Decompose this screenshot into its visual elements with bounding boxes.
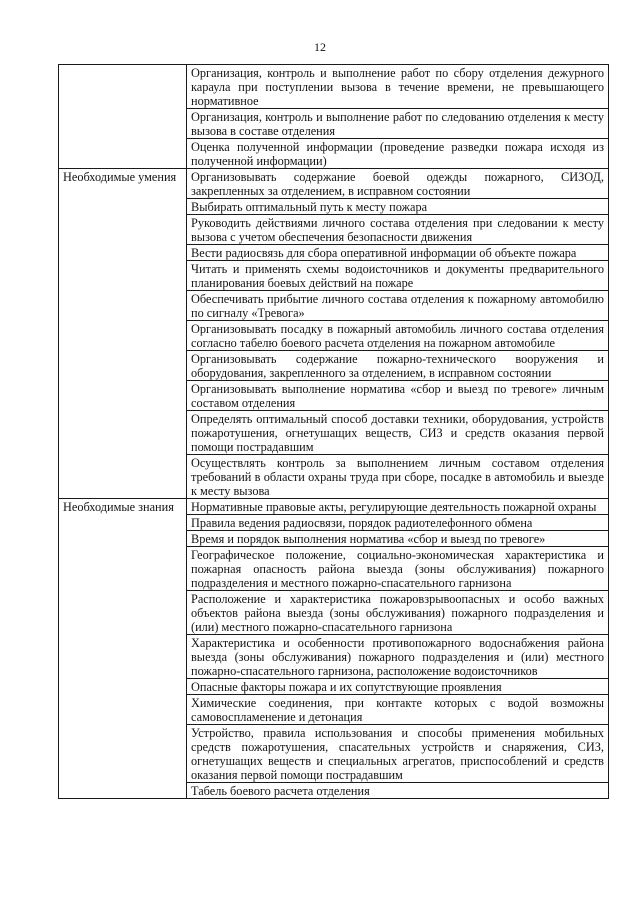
requirement-item: Организация, контроль и выполнение работ по сбору отделения дежурного караула при поступлении вызова в течение времени, не превышающего нормативное bbox=[187, 65, 609, 109]
requirement-item: Определять оптимальный способ доставки техники, оборудования, устройств пожаротушения, огнетушащих веществ, СИЗ и средств оказания первой помощи пострадавшим bbox=[187, 411, 609, 455]
requirement-item: Организовывать содержание пожарно-технического вооружения и оборудования, закрепленного за отделением, в исправном состоянии bbox=[187, 351, 609, 381]
requirement-item: Химические соединения, при контакте которых с водой возможны самовоспламенение и детонация bbox=[187, 695, 609, 725]
competency-table-body bbox=[59, 65, 609, 799]
requirement-item: Организация, контроль и выполнение работ по следованию отделения к месту вызова в составе отделения bbox=[187, 109, 609, 139]
table-row bbox=[59, 169, 609, 199]
requirement-item: Вести радиосвязь для сбора оперативной информации об объекте пожара bbox=[187, 245, 609, 261]
requirement-item: Правила ведения радиосвязи, порядок радиотелефонного обмена bbox=[187, 515, 609, 531]
requirement-item: Организовывать посадку в пожарный автомобиль личного состава отделения согласно табелю боевого расчета отделения на пожарном автомобиле bbox=[187, 321, 609, 351]
requirement-item: Время и порядок выполнения норматива «сбор и выезд по тревоге» bbox=[187, 531, 609, 547]
requirement-item: Осуществлять контроль за выполнением личным составом отделения требований в области охраны труда при сборе, посадке в автомобиль и выезде к месту вызова bbox=[187, 455, 609, 499]
page-number: 12 bbox=[314, 40, 326, 54]
requirement-item: Читать и применять схемы водоисточников и документы предварительного планирования боевых действий на пожаре bbox=[187, 261, 609, 291]
section-label bbox=[59, 65, 187, 169]
section-label: Необходимые умения bbox=[59, 169, 187, 499]
competency-table bbox=[58, 64, 609, 799]
requirement-item: Географическое положение, социально-экономическая характеристика и пожарная опасность района выезда (зоны обслуживания) пожарного подразделения и местного пожарно-спасательного гарнизона bbox=[187, 547, 609, 591]
requirement-item: Характеристика и особенности противопожарного водоснабжения района выезда (зоны обслуживания) пожарного подразделения и (или) местного пожарно-спасательного гарнизона, расположение водоисточников bbox=[187, 635, 609, 679]
requirement-item: Опасные факторы пожара и их сопутствующие проявления bbox=[187, 679, 609, 695]
requirement-item: Организовывать содержание боевой одежды пожарного, СИЗОД, закрепленных за отделением, в исправном состоянии bbox=[187, 169, 609, 199]
requirement-item: Выбирать оптимальный путь к месту пожара bbox=[187, 199, 609, 215]
requirement-item: Оценка полученной информации (проведение разведки пожара исходя из полученной информации) bbox=[187, 139, 609, 169]
section-label: Необходимые знания bbox=[59, 499, 187, 799]
requirement-item: Руководить действиями личного состава отделения при следовании к месту вызова с учетом обеспечения безопасности движения bbox=[187, 215, 609, 245]
requirement-item: Обеспечивать прибытие личного состава отделения к пожарному автомобилю по сигналу «Тревога» bbox=[187, 291, 609, 321]
requirement-item: Расположение и характеристика пожаровзрывоопасных и особо важных объектов района выезда (зоны обслуживания) пожарного подразделения и (или) местного пожарно-спасательного гарнизона bbox=[187, 591, 609, 635]
requirement-item: Нормативные правовые акты, регулирующие деятельность пожарной охраны bbox=[187, 499, 609, 515]
requirement-item: Устройство, правила использования и способы применения мобильных средств пожаротушения, спасательных устройств и снаряжения, СИЗ, огнетушащих веществ и специальных агрегатов, приспособлений и средств оказания первой помощи пострадавшим bbox=[187, 725, 609, 783]
table-row bbox=[59, 499, 609, 515]
requirement-item: Организовывать выполнение норматива «сбор и выезд по тревоге» личным составом отделения bbox=[187, 381, 609, 411]
table-row bbox=[59, 65, 609, 109]
requirement-item: Табель боевого расчета отделения bbox=[187, 783, 609, 799]
